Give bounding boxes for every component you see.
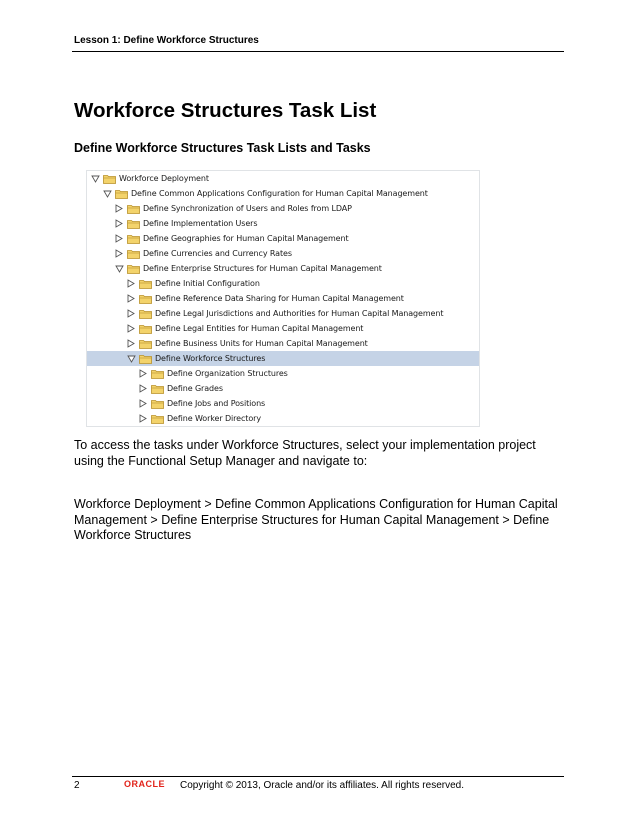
tree-row[interactable] (87, 231, 479, 246)
folder-icon (139, 324, 152, 334)
folder-icon (139, 354, 152, 364)
tree-row[interactable] (87, 366, 479, 381)
folder-icon (139, 339, 152, 349)
tree-row-label: Define Jobs and Positions (167, 399, 266, 408)
collapsed-triangle-icon[interactable] (138, 399, 148, 409)
folder-icon (139, 279, 152, 289)
header-lesson-title: Lesson 1: Define Workforce Structures (74, 35, 259, 46)
tree-row-label: Define Reference Data Sharing for Human Capital Management (155, 294, 404, 303)
tree-row[interactable] (87, 381, 479, 396)
tree-row[interactable] (87, 321, 479, 336)
copyright-notice: Copyright © 2013, Oracle and/or its affiliates. All rights reserved. (180, 780, 464, 791)
expanded-triangle-icon[interactable] (114, 264, 124, 274)
section-title: Define Workforce Structures Task Lists and Tasks (74, 141, 371, 155)
expanded-triangle-icon[interactable] (102, 189, 112, 199)
tree-row-label: Define Geographies for Human Capital Management (143, 234, 349, 243)
tree-row[interactable] (87, 291, 479, 306)
collapsed-triangle-icon[interactable] (126, 279, 136, 289)
folder-icon (127, 219, 140, 229)
collapsed-triangle-icon[interactable] (126, 339, 136, 349)
collapsed-triangle-icon[interactable] (138, 369, 148, 379)
tree-row-label: Define Common Applications Configuration for Human Capital Management (131, 189, 428, 198)
tree-row-label: Define Initial Configuration (155, 279, 260, 288)
folder-icon (127, 249, 140, 259)
folder-icon (151, 414, 164, 424)
tree-row-label: Define Currencies and Currency Rates (143, 249, 292, 258)
folder-icon (127, 264, 140, 274)
tree-row-label: Define Grades (167, 384, 223, 393)
collapsed-triangle-icon[interactable] (114, 234, 124, 244)
tree-row-label: Define Worker Directory (167, 414, 261, 423)
collapsed-triangle-icon[interactable] (114, 249, 124, 259)
tree-row[interactable] (87, 276, 479, 291)
tree-row[interactable] (87, 411, 479, 426)
folder-icon (127, 234, 140, 244)
header-rule (72, 51, 564, 52)
tree-row[interactable] (87, 261, 479, 276)
collapsed-triangle-icon[interactable] (126, 324, 136, 334)
collapsed-triangle-icon[interactable] (138, 384, 148, 394)
expanded-triangle-icon[interactable] (126, 354, 136, 364)
tree-row-label: Define Legal Entities for Human Capital Management (155, 324, 364, 333)
folder-icon (139, 309, 152, 319)
tree-row-label: Define Enterprise Structures for Human Capital Management (143, 264, 382, 273)
tree-row-label: Define Implementation Users (143, 219, 258, 228)
tree-row[interactable] (87, 216, 479, 231)
tree-row[interactable] (87, 171, 479, 186)
tree-row[interactable] (87, 336, 479, 351)
tree-row[interactable] (87, 246, 479, 261)
folder-icon (115, 189, 128, 199)
tree-row-label: Define Organization Structures (167, 369, 288, 378)
tree-row[interactable] (87, 306, 479, 321)
task-list-tree (86, 170, 480, 427)
tree-row-label: Define Workforce Structures (155, 354, 266, 363)
folder-icon (103, 174, 116, 184)
tree-row-label: Define Business Units for Human Capital Management (155, 339, 368, 348)
folder-icon (127, 204, 140, 214)
folder-icon (151, 399, 164, 409)
page-number: 2 (74, 780, 80, 791)
footer-rule (72, 776, 564, 777)
tree-row[interactable] (87, 186, 479, 201)
tree-row-label: Define Synchronization of Users and Roles from LDAP (143, 204, 352, 213)
collapsed-triangle-icon[interactable] (114, 204, 124, 214)
folder-icon (151, 384, 164, 394)
access-instructions-paragraph: To access the tasks under Workforce Structures, select your implementation project using the Functional Setup Manager and navigate to: (74, 438, 536, 468)
folder-icon (151, 369, 164, 379)
collapsed-triangle-icon[interactable] (114, 219, 124, 229)
tree-row-label: Define Legal Jurisdictions and Authorities for Human Capital Management (155, 309, 444, 318)
navigation-path-paragraph: Workforce Deployment > Define Common Applications Configuration for Human Capital Management > Define Enterprise Structures for Human Capital Management > Define Workforce Structures (74, 497, 558, 542)
folder-icon (139, 294, 152, 304)
oracle-logo: ORACLE (124, 779, 165, 789)
collapsed-triangle-icon[interactable] (126, 294, 136, 304)
collapsed-triangle-icon[interactable] (138, 414, 148, 424)
collapsed-triangle-icon[interactable] (126, 309, 136, 319)
tree-row[interactable] (87, 201, 479, 216)
expanded-triangle-icon[interactable] (90, 174, 100, 184)
page-title: Workforce Structures Task List (74, 99, 377, 122)
tree-row[interactable] (87, 396, 479, 411)
tree-row[interactable] (87, 351, 479, 366)
tree-row-label: Workforce Deployment (119, 174, 209, 183)
